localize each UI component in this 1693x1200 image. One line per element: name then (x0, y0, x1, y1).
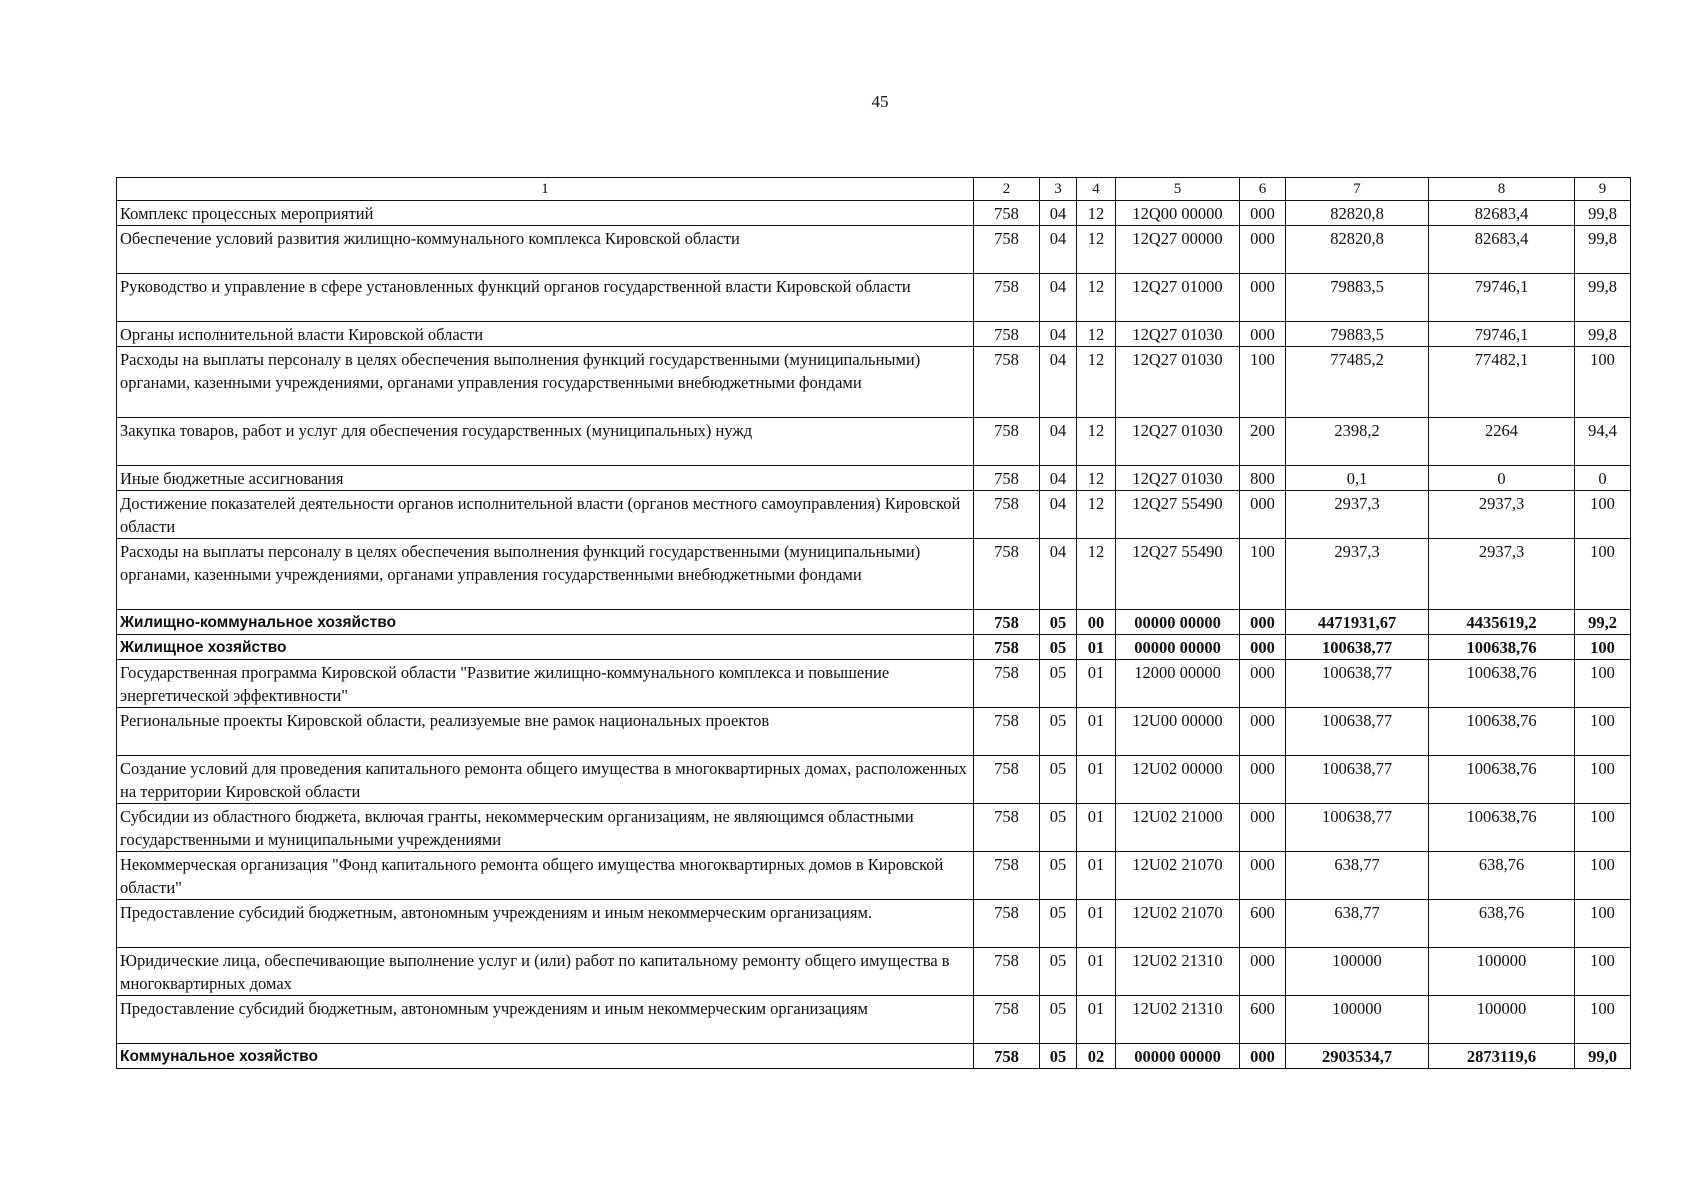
row-code-target: 00000 00000 (1116, 635, 1240, 660)
table-row (117, 804, 1631, 852)
row-value-actual: 2937,3 (1429, 491, 1575, 539)
row-code-section: 04 (1040, 226, 1077, 274)
row-code-admin: 758 (974, 635, 1040, 660)
row-value-percent: 100 (1575, 635, 1631, 660)
row-code-section: 04 (1040, 466, 1077, 491)
row-code-section: 04 (1040, 347, 1077, 418)
row-code-admin: 758 (974, 491, 1040, 539)
column-header: 6 (1240, 178, 1286, 201)
row-value-percent: 99,8 (1575, 322, 1631, 347)
row-code-type: 000 (1240, 852, 1286, 900)
row-name: Иные бюджетные ассигнования (117, 466, 974, 491)
row-name: Государственная программа Кировской области "Развитие жилищно-коммунального комплекса и повышение энергетической эффективности" (117, 660, 974, 708)
row-code-subsection: 01 (1077, 996, 1116, 1044)
row-code-subsection: 01 (1077, 852, 1116, 900)
row-value-percent: 100 (1575, 660, 1631, 708)
row-name: Достижение показателей деятельности органов исполнительной власти (органов местного самоуправления) Кировской области (117, 491, 974, 539)
table-row (117, 1044, 1631, 1069)
row-code-target: 00000 00000 (1116, 1044, 1240, 1069)
row-code-section: 05 (1040, 1044, 1077, 1069)
row-code-admin: 758 (974, 852, 1040, 900)
row-code-subsection: 01 (1077, 708, 1116, 756)
row-value-actual: 638,76 (1429, 900, 1575, 948)
row-code-section: 05 (1040, 900, 1077, 948)
row-code-subsection: 01 (1077, 756, 1116, 804)
row-code-admin: 758 (974, 804, 1040, 852)
row-code-type: 000 (1240, 1044, 1286, 1069)
row-value-plan: 100638,77 (1286, 660, 1429, 708)
row-value-actual: 79746,1 (1429, 274, 1575, 322)
row-code-subsection: 12 (1077, 466, 1116, 491)
row-code-subsection: 02 (1077, 1044, 1116, 1069)
row-code-type: 000 (1240, 635, 1286, 660)
row-value-plan: 2903534,7 (1286, 1044, 1429, 1069)
row-code-type: 600 (1240, 996, 1286, 1044)
row-value-plan: 100638,77 (1286, 635, 1429, 660)
column-header: 9 (1575, 178, 1631, 201)
row-code-type: 000 (1240, 274, 1286, 322)
row-code-section: 05 (1040, 852, 1077, 900)
row-code-section: 04 (1040, 539, 1077, 610)
row-name: Предоставление субсидий бюджетным, автономным учреждениям и иным некоммерческим организациям. (117, 900, 974, 948)
column-header: 7 (1286, 178, 1429, 201)
row-code-type: 600 (1240, 900, 1286, 948)
row-code-target: 12U02 21310 (1116, 948, 1240, 996)
row-name: Руководство и управление в сфере установленных функций органов государственной власти Кировской области (117, 274, 974, 322)
row-code-section: 04 (1040, 418, 1077, 466)
row-value-actual: 79746,1 (1429, 322, 1575, 347)
table-header-row (117, 178, 1631, 201)
row-value-percent: 100 (1575, 347, 1631, 418)
row-name: Жилищное хозяйство (117, 635, 974, 660)
table-row (117, 491, 1631, 539)
table-row (117, 539, 1631, 610)
row-value-actual: 2873119,6 (1429, 1044, 1575, 1069)
row-value-plan: 79883,5 (1286, 322, 1429, 347)
row-value-plan: 77485,2 (1286, 347, 1429, 418)
row-code-section: 05 (1040, 610, 1077, 635)
table-row (117, 900, 1631, 948)
table-row (117, 635, 1631, 660)
row-code-subsection: 12 (1077, 347, 1116, 418)
row-code-admin: 758 (974, 756, 1040, 804)
row-code-target: 12Q27 55490 (1116, 539, 1240, 610)
row-code-type: 100 (1240, 347, 1286, 418)
row-value-percent: 0 (1575, 466, 1631, 491)
row-value-percent: 100 (1575, 804, 1631, 852)
row-code-subsection: 01 (1077, 948, 1116, 996)
row-code-type: 200 (1240, 418, 1286, 466)
row-value-actual: 638,76 (1429, 852, 1575, 900)
row-code-target: 12Q27 01030 (1116, 418, 1240, 466)
row-code-section: 05 (1040, 996, 1077, 1044)
row-code-section: 05 (1040, 948, 1077, 996)
row-code-target: 12U02 21070 (1116, 900, 1240, 948)
row-code-admin: 758 (974, 539, 1040, 610)
row-code-target: 12Q27 01000 (1116, 274, 1240, 322)
table-row (117, 226, 1631, 274)
row-value-actual: 100638,76 (1429, 708, 1575, 756)
row-value-actual: 82683,4 (1429, 226, 1575, 274)
row-name: Расходы на выплаты персоналу в целях обеспечения выполнения функций государственными (муниципальными) органами, казенными учреждениями, органами управления государственными внебюджетными фондами (117, 347, 974, 418)
row-code-type: 000 (1240, 491, 1286, 539)
row-value-plan: 100000 (1286, 996, 1429, 1044)
row-value-plan: 82820,8 (1286, 226, 1429, 274)
row-value-plan: 4471931,67 (1286, 610, 1429, 635)
budget-table (116, 177, 1631, 1069)
row-code-admin: 758 (974, 660, 1040, 708)
row-value-actual: 4435619,2 (1429, 610, 1575, 635)
row-code-type: 100 (1240, 539, 1286, 610)
table-row (117, 852, 1631, 900)
row-name: Региональные проекты Кировской области, реализуемые вне рамок национальных проектов (117, 708, 974, 756)
row-code-subsection: 01 (1077, 635, 1116, 660)
row-value-actual: 100638,76 (1429, 660, 1575, 708)
row-name: Органы исполнительной власти Кировской области (117, 322, 974, 347)
row-code-type: 000 (1240, 756, 1286, 804)
row-code-section: 04 (1040, 201, 1077, 226)
row-code-admin: 758 (974, 948, 1040, 996)
column-header: 4 (1077, 178, 1116, 201)
row-code-admin: 758 (974, 900, 1040, 948)
row-code-section: 05 (1040, 708, 1077, 756)
row-code-admin: 758 (974, 708, 1040, 756)
row-code-target: 12U02 21000 (1116, 804, 1240, 852)
row-value-plan: 2398,2 (1286, 418, 1429, 466)
row-value-percent: 99,8 (1575, 226, 1631, 274)
row-value-plan: 638,77 (1286, 852, 1429, 900)
row-code-admin: 758 (974, 347, 1040, 418)
row-code-target: 12U00 00000 (1116, 708, 1240, 756)
row-code-admin: 758 (974, 466, 1040, 491)
row-code-type: 000 (1240, 322, 1286, 347)
row-code-type: 000 (1240, 610, 1286, 635)
row-value-percent: 100 (1575, 539, 1631, 610)
row-code-subsection: 12 (1077, 491, 1116, 539)
row-code-target: 12Q27 01030 (1116, 322, 1240, 347)
row-value-percent: 100 (1575, 948, 1631, 996)
row-code-section: 04 (1040, 274, 1077, 322)
row-value-actual: 0 (1429, 466, 1575, 491)
row-value-plan: 100638,77 (1286, 708, 1429, 756)
row-code-target: 12U02 00000 (1116, 756, 1240, 804)
row-code-type: 800 (1240, 466, 1286, 491)
row-value-actual: 100000 (1429, 996, 1575, 1044)
row-code-subsection: 12 (1077, 418, 1116, 466)
table-row (117, 660, 1631, 708)
row-code-type: 000 (1240, 226, 1286, 274)
row-code-target: 12Q27 00000 (1116, 226, 1240, 274)
row-code-section: 05 (1040, 756, 1077, 804)
row-name: Юридические лица, обеспечивающие выполнение услуг и (или) работ по капитальному ремонту общего имущества в многоквартирных домах (117, 948, 974, 996)
table-row (117, 322, 1631, 347)
row-code-target: 12Q27 01030 (1116, 466, 1240, 491)
table-row (117, 708, 1631, 756)
row-code-type: 000 (1240, 948, 1286, 996)
row-code-subsection: 12 (1077, 539, 1116, 610)
row-code-subsection: 01 (1077, 804, 1116, 852)
row-value-actual: 2937,3 (1429, 539, 1575, 610)
row-value-actual: 100638,76 (1429, 756, 1575, 804)
row-value-actual: 100000 (1429, 948, 1575, 996)
row-code-target: 12Q27 55490 (1116, 491, 1240, 539)
row-name: Обеспечение условий развития жилищно-коммунального комплекса Кировской области (117, 226, 974, 274)
row-code-target: 12U02 21310 (1116, 996, 1240, 1044)
table-row (117, 610, 1631, 635)
row-code-target: 12Q00 00000 (1116, 201, 1240, 226)
row-code-subsection: 00 (1077, 610, 1116, 635)
row-name: Закупка товаров, работ и услуг для обеспечения государственных (муниципальных) нужд (117, 418, 974, 466)
column-header: 3 (1040, 178, 1077, 201)
row-code-section: 05 (1040, 635, 1077, 660)
row-code-section: 04 (1040, 322, 1077, 347)
row-value-plan: 638,77 (1286, 900, 1429, 948)
row-code-subsection: 01 (1077, 900, 1116, 948)
row-code-subsection: 12 (1077, 322, 1116, 347)
row-code-admin: 758 (974, 610, 1040, 635)
row-code-admin: 758 (974, 322, 1040, 347)
row-value-percent: 100 (1575, 852, 1631, 900)
row-code-type: 000 (1240, 201, 1286, 226)
row-code-subsection: 01 (1077, 660, 1116, 708)
column-header: 8 (1429, 178, 1575, 201)
column-header: 2 (974, 178, 1040, 201)
row-code-section: 05 (1040, 804, 1077, 852)
row-code-admin: 758 (974, 418, 1040, 466)
row-value-actual: 100638,76 (1429, 635, 1575, 660)
row-code-type: 000 (1240, 660, 1286, 708)
row-value-percent: 99,0 (1575, 1044, 1631, 1069)
row-code-admin: 758 (974, 996, 1040, 1044)
row-value-actual: 100638,76 (1429, 804, 1575, 852)
row-code-section: 04 (1040, 491, 1077, 539)
row-value-plan: 100638,77 (1286, 804, 1429, 852)
table-row (117, 418, 1631, 466)
row-value-plan: 2937,3 (1286, 491, 1429, 539)
row-name: Создание условий для проведения капитального ремонта общего имущества в многоквартирных домах, расположенных на территории Кировской области (117, 756, 974, 804)
row-value-actual: 82683,4 (1429, 201, 1575, 226)
row-code-subsection: 12 (1077, 226, 1116, 274)
row-value-percent: 99,2 (1575, 610, 1631, 635)
row-code-admin: 758 (974, 274, 1040, 322)
row-value-plan: 79883,5 (1286, 274, 1429, 322)
table-row (117, 347, 1631, 418)
table-row (117, 466, 1631, 491)
row-name: Расходы на выплаты персоналу в целях обеспечения выполнения функций государственными (муниципальными) органами, казенными учреждениями, органами управления государственными внебюджетными фондами (117, 539, 974, 610)
row-name: Некоммерческая организация "Фонд капитального ремонта общего имущества многоквартирных домов в Кировской области" (117, 852, 974, 900)
row-value-actual: 2264 (1429, 418, 1575, 466)
row-value-percent: 100 (1575, 708, 1631, 756)
row-value-percent: 94,4 (1575, 418, 1631, 466)
row-value-percent: 100 (1575, 756, 1631, 804)
row-value-percent: 100 (1575, 900, 1631, 948)
row-value-plan: 100000 (1286, 948, 1429, 996)
row-code-target: 12Q27 01030 (1116, 347, 1240, 418)
column-header: 5 (1116, 178, 1240, 201)
row-name: Жилищно-коммунальное хозяйство (117, 610, 974, 635)
row-value-plan: 2937,3 (1286, 539, 1429, 610)
table-row (117, 948, 1631, 996)
row-code-admin: 758 (974, 1044, 1040, 1069)
row-value-plan: 100638,77 (1286, 756, 1429, 804)
row-name: Субсидии из областного бюджета, включая гранты, некоммерческим организациям, не являющимся областными государственными и муниципальными учреждениями (117, 804, 974, 852)
row-value-plan: 82820,8 (1286, 201, 1429, 226)
table-row (117, 756, 1631, 804)
row-value-percent: 100 (1575, 491, 1631, 539)
row-name: Предоставление субсидий бюджетным, автономным учреждениям и иным некоммерческим организациям (117, 996, 974, 1044)
row-code-admin: 758 (974, 201, 1040, 226)
row-code-type: 000 (1240, 804, 1286, 852)
row-name: Комплекс процессных мероприятий (117, 201, 974, 226)
table-row (117, 996, 1631, 1044)
row-value-actual: 77482,1 (1429, 347, 1575, 418)
row-code-subsection: 12 (1077, 201, 1116, 226)
row-name: Коммунальное хозяйство (117, 1044, 974, 1069)
table-row (117, 201, 1631, 226)
row-code-target: 12000 00000 (1116, 660, 1240, 708)
row-code-target: 00000 00000 (1116, 610, 1240, 635)
row-value-percent: 99,8 (1575, 274, 1631, 322)
row-value-plan: 0,1 (1286, 466, 1429, 491)
row-code-subsection: 12 (1077, 274, 1116, 322)
row-code-admin: 758 (974, 226, 1040, 274)
row-code-section: 05 (1040, 660, 1077, 708)
table-row (117, 274, 1631, 322)
row-code-type: 000 (1240, 708, 1286, 756)
row-code-target: 12U02 21070 (1116, 852, 1240, 900)
row-value-percent: 100 (1575, 996, 1631, 1044)
page-number: 45 (871, 92, 889, 111)
row-value-percent: 99,8 (1575, 201, 1631, 226)
column-header: 1 (117, 178, 974, 201)
